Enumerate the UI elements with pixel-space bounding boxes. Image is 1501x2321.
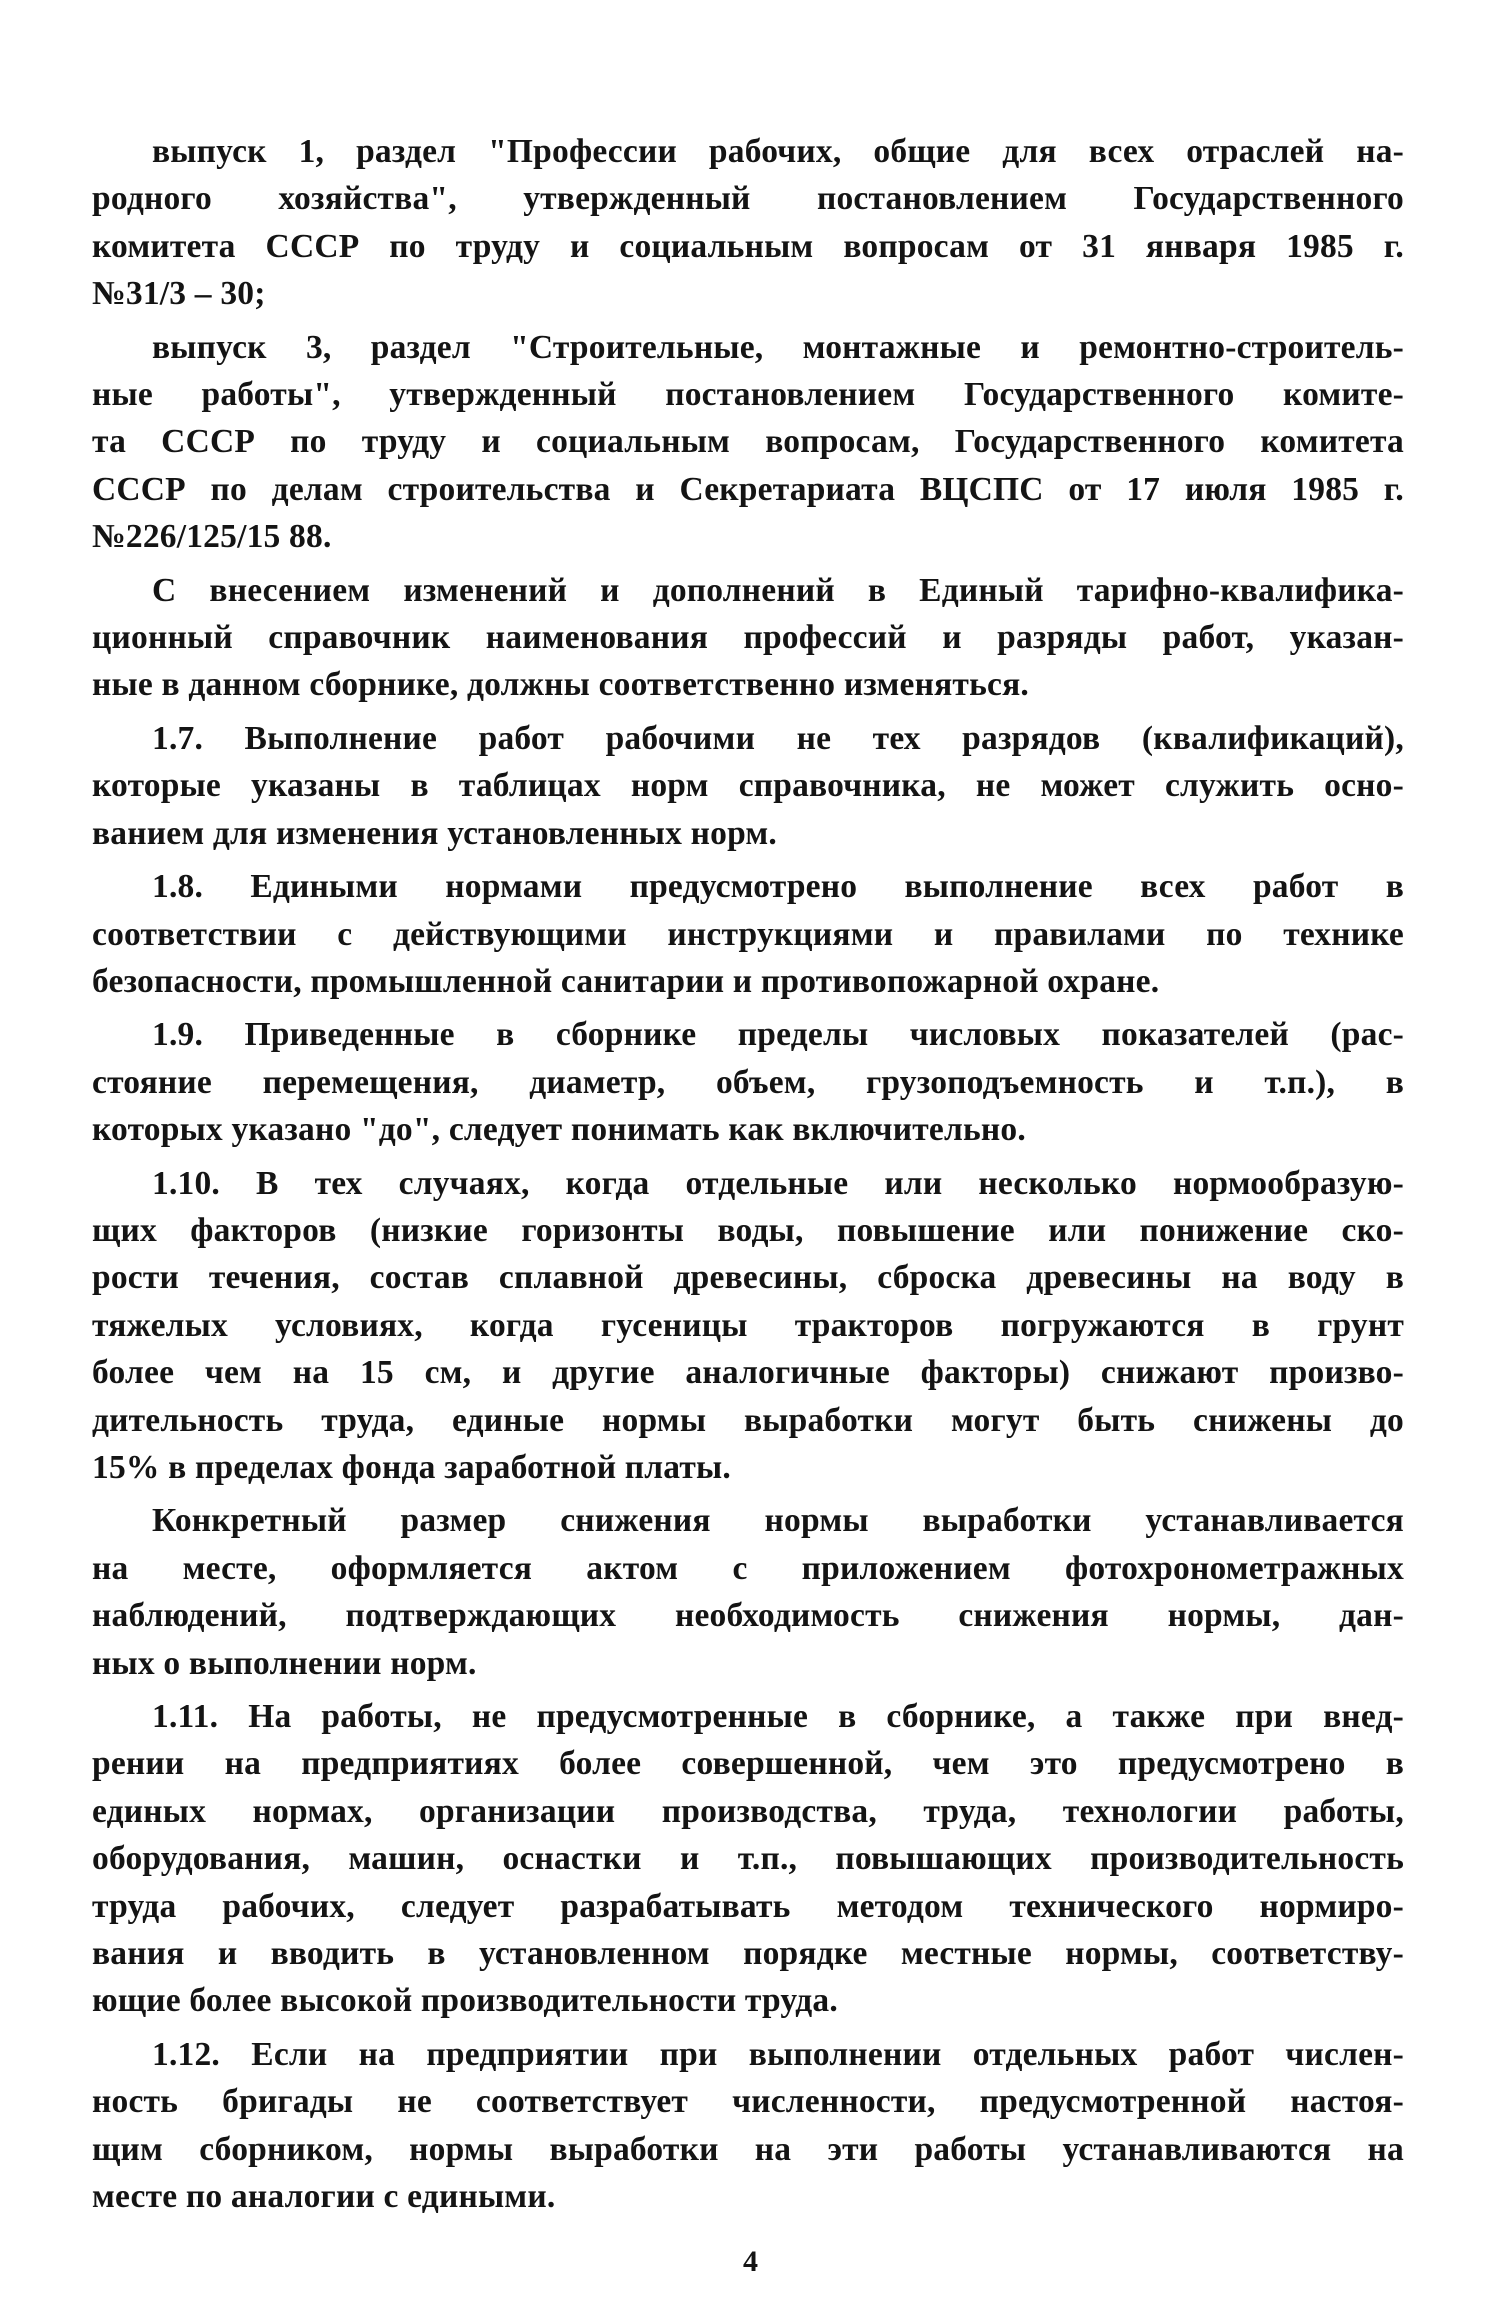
text-line: дительность труда, единые нормы выработки могут быть снижены до (92, 1401, 1404, 1439)
text-line: С внесением изменений и дополнений в Единый тарифно-квалифика- (152, 571, 1404, 609)
paragraph-p10 (92, 2031, 1404, 2221)
paragraph-p4 (92, 715, 1404, 857)
text-line: которые указаны в таблицах норм справочника, не может служить осно- (92, 767, 1404, 805)
text-line: ных о выполнении норм. (92, 1644, 477, 1682)
document-page (92, 128, 1404, 2226)
text-line: 1.7. Выполнение работ рабочими не тех разрядов (квалификаций), (152, 719, 1404, 757)
text-line: щим сборником, нормы выработки на эти работы устанавливаются на (92, 2130, 1404, 2168)
text-line: единых нормах, организации производства, труда, технологии работы, (92, 1792, 1404, 1830)
text-line: ционный справочник наименования профессий и разряды работ, указан- (92, 619, 1404, 657)
paragraph-p3 (92, 567, 1404, 709)
paragraph-p5 (92, 863, 1404, 1005)
text-line: труда рабочих, следует разрабатывать методом технического нормиро- (92, 1887, 1404, 1925)
text-line: ванием для изменения установленных норм. (92, 814, 777, 852)
text-line: более чем на 15 см, и другие аналогичные факторы) снижают произво- (92, 1354, 1404, 1392)
text-line: 1.12. Если на предприятии при выполнении отдельных работ числен- (152, 2035, 1404, 2073)
text-line: стояние перемещения, диаметр, объем, грузоподъемность и т.п.), в (92, 1063, 1404, 1101)
text-line: 1.10. В тех случаях, когда отдельные или несколько нормообразую- (152, 1164, 1404, 1202)
text-line: ность бригады не соответствует численности, предусмотренной настоя- (92, 2083, 1404, 2121)
text-line: месте по аналогии с едиными. (92, 2178, 556, 2216)
text-line: на месте, оформляется актом с приложением фотохронометражных (92, 1549, 1404, 1587)
text-line: Конкретный размер снижения нормы выработки устанавливается (152, 1502, 1404, 1540)
text-line: выпуск 3, раздел "Строительные, монтажные и ремонтно-строитель- (152, 328, 1404, 366)
text-line: выпуск 1, раздел "Профессии рабочих, общие для всех отраслей на- (152, 133, 1404, 170)
text-line: та СССР по труду и социальным вопросам, Государственного комитета (92, 423, 1404, 461)
text-line: оборудования, машин, оснастки и т.п., повышающих производительность (92, 1840, 1404, 1878)
text-line: 15% в пределах фонда заработной платы. (92, 1448, 731, 1486)
text-line: №226/125/15 88. (92, 518, 332, 556)
text-line: №31/3 – 30; (92, 275, 266, 313)
text-line: СССР по делам строительства и Секретариата ВЦСПС от 17 июля 1985 г. (92, 470, 1404, 508)
paragraph-p7 (92, 1160, 1404, 1492)
paragraph-p6 (92, 1011, 1404, 1153)
page-number: 4 (743, 2245, 758, 2278)
paragraph-p1 (92, 128, 1404, 318)
text-line: 1.8. Едиными нормами предусмотрено выполнение всех работ в (152, 868, 1404, 906)
text-line: рении на предприятиях более совершенной, чем это предусмотрено в (92, 1745, 1404, 1783)
text-line: родного хозяйства", утвержденный постановлением Государственного (92, 180, 1404, 218)
text-line: тяжелых условиях, когда гусеницы тракторов погружаются в грунт (92, 1306, 1404, 1344)
text-line: соответствии с действующими инструкциями и правилами по технике (92, 915, 1404, 953)
text-line: ные в данном сборнике, должны соответственно изменяться. (92, 666, 1029, 704)
text-line: 1.9. Приведенные в сборнике пределы числовых показателей (рас- (152, 1016, 1404, 1054)
text-line: вания и вводить в установленном порядке местные нормы, соответству- (92, 1935, 1404, 1973)
text-line: рости течения, состав сплавной древесины, сброска древесины на воду в (92, 1259, 1404, 1297)
text-line: щих факторов (низкие горизонты воды, повышение или понижение ско- (92, 1211, 1404, 1249)
text-line: 1.11. На работы, не предусмотренные в сборнике, а также при внед- (152, 1698, 1404, 1735)
text-line: ные работы", утвержденный постановлением Государственного комите- (92, 376, 1404, 414)
paragraph-p8 (92, 1497, 1404, 1687)
text-line: комитета СССР по труду и социальным вопросам от 31 января 1985 г. (92, 227, 1404, 265)
text-line: наблюдений, подтверждающих необходимость снижения нормы, дан- (92, 1597, 1404, 1635)
text-line: ющие более высокой производительности труда. (92, 1982, 838, 2020)
text-line: которых указано "до", следует понимать как включительно. (92, 1111, 1026, 1149)
text-line: безопасности, промышленной санитарии и противопожарной охране. (92, 962, 1160, 1000)
paragraph-p2 (92, 324, 1404, 561)
paragraph-p9 (92, 1693, 1404, 2025)
